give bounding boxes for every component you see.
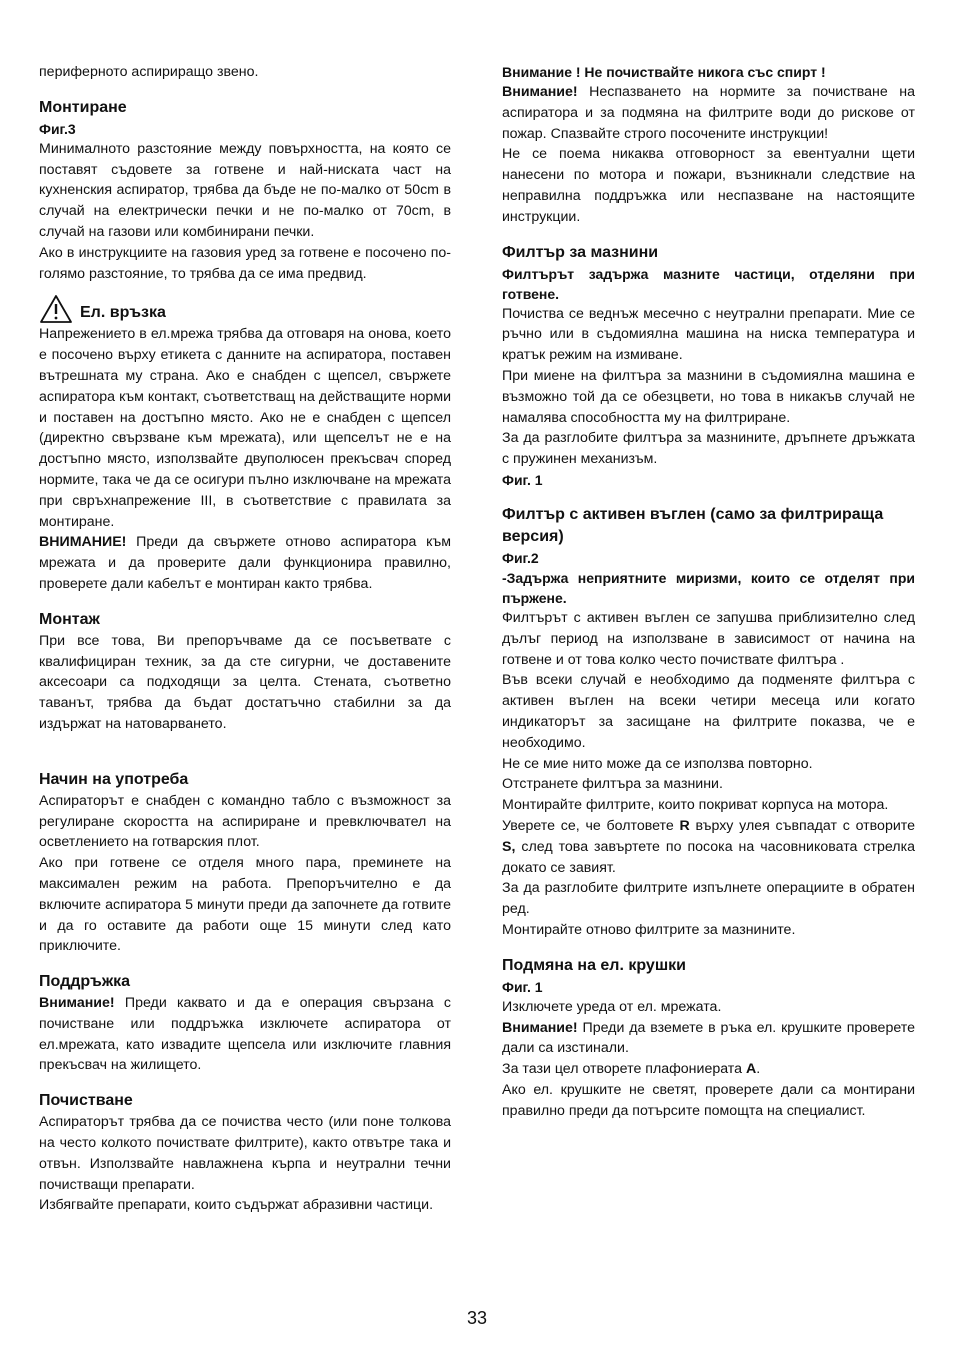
paragraph: Ако в инструкциите на газовия уред за готвене е посочено по-голямо разстояние, то трябва да се има предвид. [39,244,451,282]
right-column [502,62,915,1121]
paragraph: За да разглобите филтъра за мазнините, дръпнете дръжката с пружинен механизъм. [502,430,915,468]
paragraph: Във всеки случай е необходимо да подменяте филтъра с активен въглен на всеки четири месеца или когато индикаторът за засищане на филтрите показва, че е необходимо. [502,672,915,751]
warning-triangle-icon [39,294,73,324]
section-title-montirane: Монтиране [39,98,127,116]
fig-ref: Фиг.3 [39,120,76,137]
paragraph: Избягвайте препарати, които съдържат абразивни частици. [39,1197,434,1214]
section-title-upotreba: Начин на употреба [39,770,189,788]
warning-paragraph: Внимание! Преди каквато и да е операция свързана с почистване или поддръжка изключете аспиратора от ел.мрежата, като извадите щепсела или изключите главния прекъсвач на жилището. [39,995,451,1074]
paragraph: Отстранете филтъра за мазнини. [502,776,723,793]
paragraph: Напрежението в ел.мрежа трябва да отговаря на онова, което е посочено върху етикета с данните на аспиратора, поставен вътрешната му страна. Ако е снабден с щепсел, свържете аспиратора към контакт, съответстващ на действащите норми и поставен на достъпно място. Ако не е снабден с щепсел (директно свързване към мрежата), или щепселът не е на достъпно място, използвайте двуполюсен прекъсвач според нормите, така че да се осигури пълно изключване на мрежата при свръхнапрежение III, в съответствие с правилата за монтиране. [39,326,451,530]
paragraph: Почиства се веднъж месечно с неутрални препарати. Мие се ръчно или в съдомиялна машина на ниска температура и кратък режим на измиване. [502,305,915,364]
paragraph: Изключете уреда от ел. мрежата. [502,998,722,1015]
section-title-poddrazhka: Поддръжка [39,973,131,991]
paragraph: Минималното разстояние между повърхността, на която се поставят съдовете за готвене и най-ниската част на кухненския аспиратор, трябва да бъде не по-малко от 50cm в случай на електрически печки и не по-малко от 70cm, в случай на газови или комбинирани печки. [39,140,451,240]
paragraph: При все това, Ви препоръчваме да се посъветвате с квалифициран техник, за да сте сигурни, че доставените аксесоари са подходящи за целта. Стената, съответно таванът, трябва да бъдат достатъчно стабилни за да издържат на натоварването. [39,632,451,732]
warning-label: Внимание! [502,1019,578,1036]
warning-paragraph: Внимание! Преди да вземете в ръка ел. крушките проверете дали са изстинали. [502,1019,915,1057]
paragraph: За тази цел отворете плафониерата A. [502,1061,761,1078]
paragraph: Филтърът с активен въглен се запушва приблизително след дълъг период на използване в зависимост от начина на готвене и от това колко често почиствате филтъра . [502,609,915,668]
fig-ref: Фиг. 1 [502,978,543,995]
section-title-bulbs: Подмяна на ел. крушки [502,956,687,974]
warning-label: Внимание! [502,84,578,100]
paragraph: Аспираторът трябва да се почиства често (или поне толкова на често колкото почиствате филтрите), както отвътре така и отвън. Използвайте навлажнена кърпа и неутрални течни почистващи препарати. [39,1114,451,1193]
warning-paragraph: Внимание! Неспазването на нормите за почистване на аспиратора и за подмяна на филтрите води до рискове от пожар. Спазвайте строго посочените инструкции! [502,84,915,142]
paragraph: При миене на филтъра за мазнини в съдомиялна машина е възможно той да се обезцвети, но това в никакъв случай не намалява способността му на филтриране. [502,367,915,426]
paragraph: Монтирайте филтрите, които покриват корпуса на мотора. [502,797,889,814]
section-title-montaj: Монтаж [39,610,100,628]
paragraph: За да разглобите филтрите изпълнете операциите в обратен ред. [502,880,915,918]
section-title-pochistvane: Почистване [39,1092,133,1110]
paragraph-bolts: Уверете се, че болтовете R върху улея съвпадат с отворите S, след това завъртете по посока на часовниковата стрелка докато се завият. [502,817,915,876]
section-title-carbon-filter: Филтър с активен въглен (само за филтрираща версия) [502,505,884,545]
warning-label: ВНИМАНИЕ! [39,534,127,551]
bold-paragraph: -Задържа неприятните миризми, които се отделят при пържене. [502,569,915,606]
paragraph: Аспираторът е снабден с командно табло с възможност за регулиране скоростта на аспириране и превключвател на осветлението на готварския плот. [39,792,451,851]
el-vrazka-heading [39,294,451,324]
paragraph: Ако при готвене се отделя много пара, преминете на максимален режим на работа. Препоръчително е да включите аспиратора 5 минути преди да започнете да готвите и да го оставите да работи още 15 минути след като приключите. [39,855,451,955]
paragraph: Ако ел. крушките не светят, проверете дали са монтирани правилно преди да потърсите помощта на специалист. [502,1081,915,1119]
page-number: 33 [466,1308,488,1328]
warning-label: Внимание! [39,995,115,1012]
bold-paragraph: Филтърът задържа мазните частици, отделяни при готвене. [502,265,915,302]
section-title-el-vrazka: Ел. връзка [80,304,166,322]
fig-ref: Фиг. 1 [502,471,543,488]
paragraph: Не се мие нито може да се използва повторно. [502,755,813,772]
paragraph: Не се поема никаква отговорност за евентуални щети нанесени по мотора и пожари, възникнали следствие на неправилна поддръжка или неспазване на настоящите инструкции. [502,146,915,225]
left-column [39,62,451,1216]
warning-alcohol: Внимание ! Не почиствайте никога със спирт ! [502,64,826,80]
paragraph: Монтирайте отново филтрите за мазнините. [502,921,796,938]
warning-paragraph: ВНИМАНИЕ! Преди да свържете отново аспиратора към мрежата и да проверите дали функционира правилно, проверете дали кабелът е монтиран както трябва. [39,534,451,592]
section-title-grease-filter: Филтър за мазнини [502,243,659,261]
intro-text: периферното аспириращо звено. [39,64,259,80]
fig-ref: Фиг.2 [502,549,539,566]
